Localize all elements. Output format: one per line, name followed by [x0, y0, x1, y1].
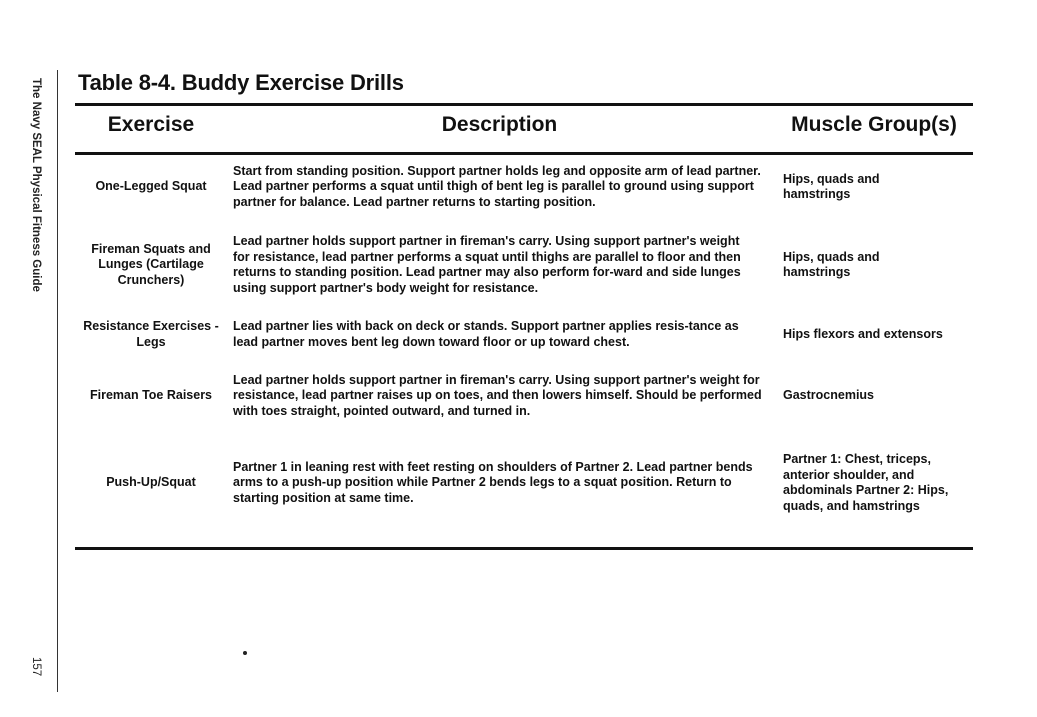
stray-mark [243, 651, 247, 655]
table-row-muscle [783, 163, 901, 211]
table-row-muscle [783, 318, 973, 351]
table-row-muscle [783, 372, 973, 420]
table-row-description [233, 372, 763, 420]
table-row-description [233, 163, 773, 211]
exercise-description: Start from standing position. Support partner holds leg and opposite arm of lead partner. Lead partner performs a squat until thigh of bent leg is parallel to ground using support partner for balance. Lead partner returns to starting position. [233, 163, 761, 209]
exercise-name: One-Legged Squat [95, 179, 207, 194]
exercise-name: Push-Up/Squat [106, 475, 196, 490]
muscle-groups: Gastrocnemius [783, 388, 875, 403]
table-row-exercise [78, 372, 224, 420]
column-header-exercise: Exercise [107, 113, 195, 136]
table-row-exercise [78, 443, 224, 523]
page-number: 157 [30, 657, 42, 677]
exercise-description: Lead partner holds support partner in fireman's carry. Using support partner's weight for resistance, lead partner raises up on toes, and then lowers himself. Should be performed with toes straight, pointed outward, and turned in. [233, 372, 762, 418]
muscle-groups: Partner 1: Chest, triceps, anterior shoulder, and abdominals Partner 2: Hips, quads, and hamstrings [783, 452, 949, 513]
table-row-muscle [783, 443, 963, 523]
table-row-description [233, 443, 773, 523]
table-row-exercise [78, 233, 224, 297]
header-rule [75, 152, 973, 155]
table-row-exercise [78, 163, 224, 211]
table-row-description [233, 233, 758, 297]
exercise-name: Resistance Exercises - Legs [83, 319, 219, 349]
table-row-exercise [78, 318, 224, 351]
column-header-description: Description [441, 113, 558, 136]
exercise-description: Lead partner lies with back on deck or stands. Support partner applies resis-tance as lead partner moves bent leg down toward floor or up toward chest. [233, 319, 739, 349]
margin-rule [57, 70, 58, 692]
table-row-muscle [783, 233, 901, 297]
table-row-description [233, 318, 753, 351]
exercise-name: Fireman Squats and Lunges (Cartilage Crunchers) [91, 241, 211, 287]
table-top-rule [75, 103, 973, 106]
table-title: Table 8-4. Buddy Exercise Drills [78, 70, 404, 95]
running-head: The Navy SEAL Physical Fitness Guide [30, 78, 42, 292]
muscle-groups: Hips flexors and extensors [783, 326, 943, 341]
muscle-groups: Hips, quads and hamstrings [783, 249, 880, 279]
muscle-groups: Hips, quads and hamstrings [783, 171, 880, 201]
column-header-muscle-groups: Muscle Group(s) [791, 113, 957, 136]
exercise-name: Fireman Toe Raisers [89, 388, 213, 403]
table-bottom-rule [75, 547, 973, 550]
exercise-description: Partner 1 in leaning rest with feet resting on shoulders of Partner 2. Lead partner bends arms to a push-up position while Partner 2 bends legs to a squat position. Return to starting position at same time. [233, 459, 753, 505]
exercise-description: Lead partner holds support partner in fireman's carry. Using support partner's weight for resistance, lead partner performs a squat until thighs are parallel to floor and then returns to standing position. Lead partner may also perform for-ward and side lunges using support partner's body weight for resistance. [233, 234, 741, 295]
